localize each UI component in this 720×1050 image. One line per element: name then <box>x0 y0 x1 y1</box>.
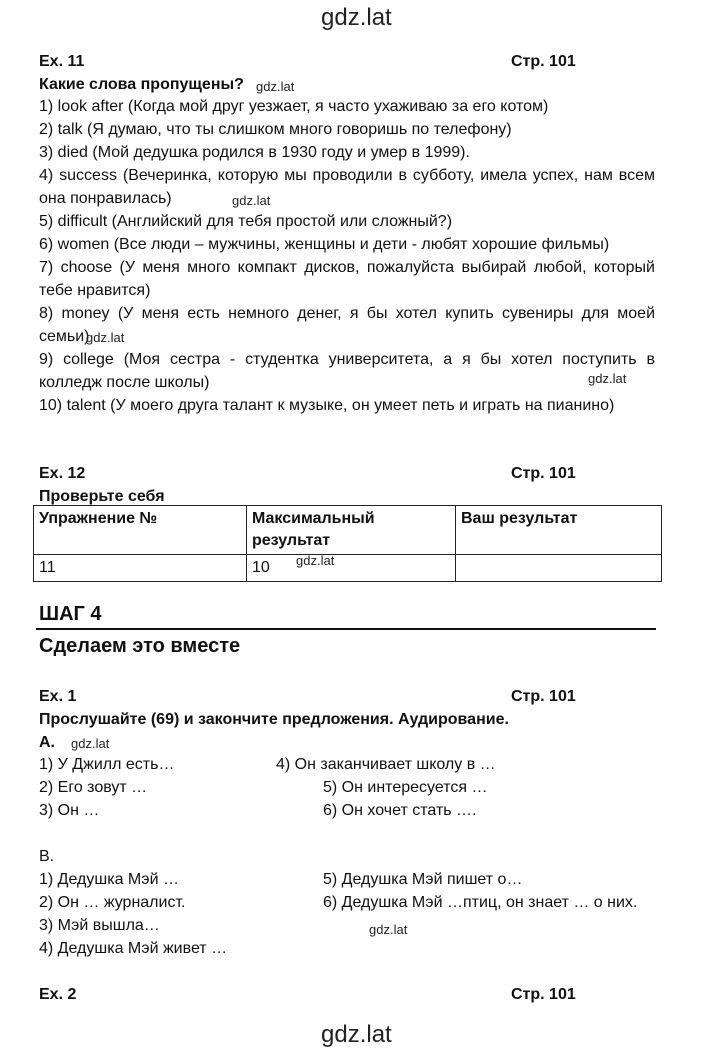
ex12-subtitle: Проверьте себя <box>39 488 165 505</box>
part-a-label: А. <box>39 734 55 751</box>
site-header: gdz.lat <box>321 4 392 31</box>
ex11-question: Какие слова пропущены? <box>39 76 244 93</box>
list-item: 2) Он … журналист. <box>39 894 186 911</box>
watermark: gdz.lat <box>232 193 271 208</box>
watermark: gdz.lat <box>296 553 335 568</box>
watermark: gdz.lat <box>86 330 125 345</box>
ex11-item-10: 10) talent (У моего друга талант к музыке, он умеет петь и играть на пианино) <box>39 397 615 414</box>
ex11-item-6: 6) women (Все люди – мужчины, женщины и дети - любят хорошие фильмы) <box>39 236 610 253</box>
table-header-row <box>34 506 662 555</box>
ex11-item-1: 1) look after (Когда мой друг уезжает, я часто ухаживаю за его котом) <box>39 98 549 115</box>
list-item: 3) Он … <box>39 802 100 819</box>
ex11-item-3: 3) died (Мой дедушка родился в 1930 году и умер в 1999). <box>39 144 470 161</box>
table-row <box>34 555 662 582</box>
ex12-page: Стр. 101 <box>511 465 576 482</box>
part-b-label: B. <box>39 848 55 865</box>
ex2-title: Ex. 2 <box>39 986 77 1003</box>
list-item: 2) Его зовут … <box>39 779 148 796</box>
table-header-cell: Упражнение № <box>34 506 247 555</box>
list-item: 3) Мэй вышла… <box>39 917 160 934</box>
list-item: 1) У Джилл есть… <box>39 756 175 773</box>
watermark: gdz.lat <box>369 922 408 937</box>
ex1-title: Ex. 1 <box>39 688 77 705</box>
ex11-item-7: 7) choose (У меня много компакт дисков, пожалуйста выбирай любой, который тебе нравится) <box>39 259 655 299</box>
table-cell: 11 <box>34 555 247 582</box>
site-footer: gdz.lat <box>321 1021 392 1048</box>
watermark: gdz.lat <box>588 371 627 386</box>
list-item: 5) Дедушка Мэй пишет о… <box>323 871 523 888</box>
table-cell <box>456 555 662 582</box>
results-table <box>33 505 662 582</box>
ex1-instruction: Прослушайте (69) и закончите предложения. Аудирование. <box>39 711 509 728</box>
ex2-page: Стр. 101 <box>511 986 576 1003</box>
ex11-page: Стр. 101 <box>511 53 576 70</box>
list-item: 4) Он заканчивает школу в … <box>276 756 496 773</box>
list-item: 4) Дедушка Мэй живет … <box>39 940 228 957</box>
section-divider <box>36 628 656 630</box>
table-header-cell: Максимальный результат <box>247 506 456 555</box>
watermark: gdz.lat <box>71 736 110 751</box>
list-item: 6) Дедушка Мэй …птиц, он знает … о них. <box>323 894 638 911</box>
ex12-title: Ex. 12 <box>39 465 86 482</box>
table-header-cell: Ваш результат <box>456 506 662 555</box>
ex11-item-4: 4) success (Вечеринка, которую мы проводили в субботу, имела успех, нам всем она понравилась) <box>39 167 655 207</box>
ex1-page: Стр. 101 <box>511 688 576 705</box>
step-title: ШАГ 4 <box>39 603 102 625</box>
list-item: 1) Дедушка Мэй … <box>39 871 179 888</box>
watermark: gdz.lat <box>256 79 295 94</box>
list-item: 5) Он интересуется … <box>323 779 488 796</box>
ex11-item-8: 8) money (У меня есть немного денег, я бы хотел купить сувениры для моей семьи) <box>39 305 655 345</box>
ex11-title: Ex. 11 <box>39 53 85 70</box>
table-cell: 10 <box>247 555 456 582</box>
ex11-item-5: 5) difficult (Английский для тебя простой или сложный?) <box>39 213 453 230</box>
ex11-item-2: 2) talk (Я думаю, что ты слишком много говоришь по телефону) <box>39 121 512 138</box>
list-item: 6) Он хочет стать …. <box>323 802 477 819</box>
ex11-item-9: 9) college (Моя сестра - студентка университета, а я бы хотел поступить в колледж после школы) <box>39 351 655 391</box>
step-subtitle: Сделаем это вместе <box>39 635 241 657</box>
